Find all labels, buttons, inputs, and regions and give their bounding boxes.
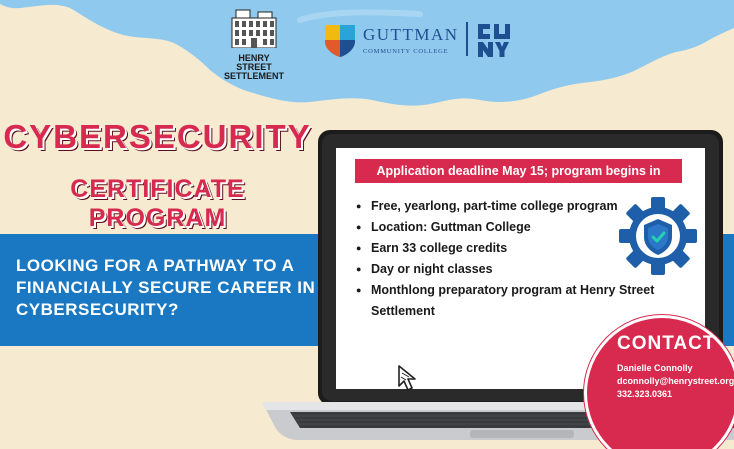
list-item: ● Monthlong preparatory program at Henry Street Settlement — [356, 280, 656, 322]
contact-title: CONTACT — [617, 333, 716, 354]
list-item: ● Location: Guttman College — [356, 217, 656, 238]
program-title-line1: CYBERSECURITY — [3, 118, 312, 155]
list-item: ● Earn 33 college credits — [356, 238, 656, 259]
guttman-subtitle: COMMUNITY COLLEGE — [363, 48, 449, 55]
contact-name: Danielle Connolly — [617, 363, 693, 373]
tagline: LOOKING FOR A PATHWAY TO A FINANCIALLY SECURE CAREER IN CYBERSECURITY? — [16, 256, 316, 319]
guttman-name: GUTTMAN — [363, 25, 459, 44]
list-item: ● Free, yearlong, part-time college program — [356, 196, 656, 217]
program-title-line2: CERTIFICATE PROGRAM — [70, 175, 245, 232]
mouse-cursor-icon — [397, 364, 423, 392]
program-details-list — [356, 196, 656, 322]
contact-details — [617, 362, 734, 401]
deadline-banner: Application deadline May 15; program begins in August — [355, 159, 682, 183]
contact-email[interactable]: dconnolly@henrystreet.org — [617, 376, 734, 386]
list-item: ● Day or night classes — [356, 259, 656, 280]
shield-check-gear-icon — [618, 196, 698, 276]
henry-street-name: HENRY STREET SETTLEMENT — [224, 53, 284, 81]
contact-phone[interactable]: 332.323.0361 — [617, 389, 673, 399]
